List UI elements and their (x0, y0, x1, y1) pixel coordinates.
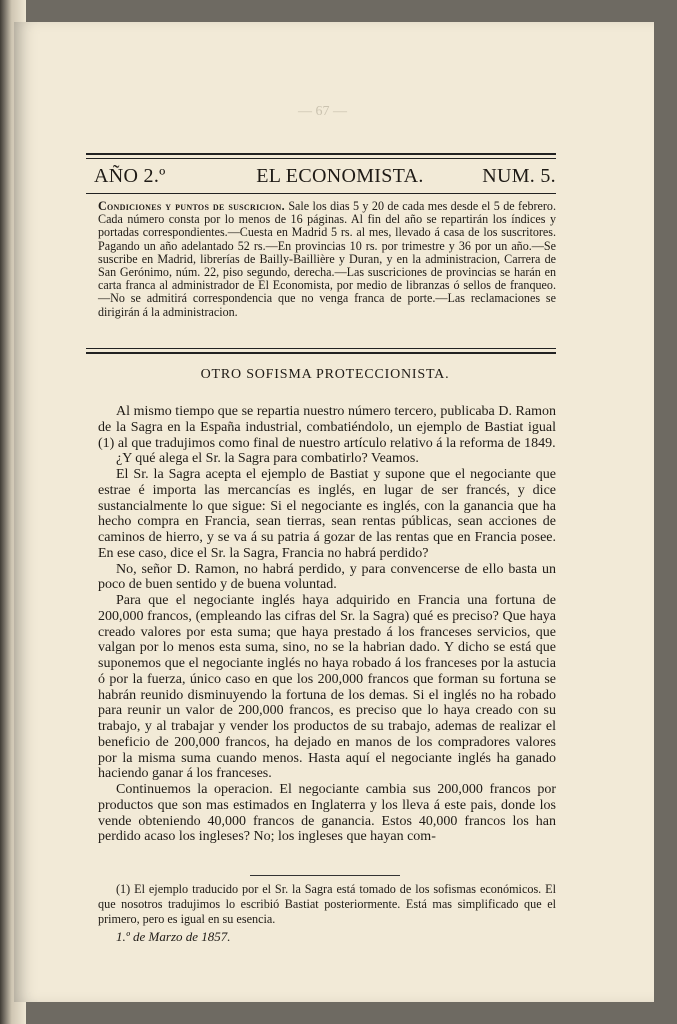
article-paragraph: El Sr. la Sagra acepta el ejemplo de Bastiat y supone que el negociante que estrae é importa las mercancías es inglés, en lugar de ser francés, y dice sustancialmente lo que sigue: Si el negociante es inglés, con la ganancia que ha hecho compra en Francia, sean tierras, sean rentas públicas, sean acciones de caminos de hierro, y se va á su patria á gozar de las rentas que en Francia posee. En ese caso, dice el Sr. la Sagra, Francia no habrá perdido? (98, 467, 556, 561)
masthead-bottom-rule (86, 193, 556, 194)
page-number: — 67 — (298, 104, 347, 119)
masthead-title: EL ECONOMISTA. (256, 164, 424, 187)
footnote: (1) El ejemplo traducido por el Sr. la Sagra está tomado de los sofismas económicos. El que nosotros tradujimos lo escribió Bastiat posteriormente. Está mas simplificado que el primero, pero es igual en su esencia. (98, 882, 556, 926)
article-paragraph: No, señor D. Ramon, no habrá perdido, y para convencerse de ello basta un poco de buen sentido y de buena voluntad. (98, 561, 556, 593)
subscription-conditions (98, 200, 556, 319)
article-title: OTRO SOFISMA PROTECCIONISTA. (200, 367, 450, 382)
masthead-top-rule-thin (86, 158, 556, 159)
masthead-year: AÑO 2.º (94, 164, 166, 187)
footnote-divider (250, 875, 400, 876)
conditions-text: Sale los dias 5 y 20 de cada mes desde el 5 de febrero. Cada número consta por lo menos de 16 páginas. Al fin del año se repartirán los índices y portadas correspondientes.—Cuesta en Madrid 5 rs. al mes, llevado á casa de los suscritores. Pagando un año adelantado 52 rs.—En provincias 10 rs. por trimestre y 36 por un año.—Se suscribe en Madrid, librerías de Bailly-Baillière y Duran, y en la administracion, Carrera de San Gerónimo, núm. 22, piso segundo, derecha.—Las suscriciones de provincias se harán en carta franca al administrador de El Economista, por medio de libranzas ó sellos de franqueo.—No se admitirá correspondencia que no venga franca de porte.—Las reclamaciones se dirigirán á la administracion. (98, 199, 556, 319)
conditions-rule (86, 348, 556, 349)
article-body (98, 404, 556, 845)
masthead (94, 162, 556, 190)
book-page (14, 22, 654, 1002)
conditions-rule-thick (86, 352, 556, 354)
article-paragraph: Continuemos la operacion. El negociante cambia sus 200,000 francos por productos que son mas estimados en Inglaterra y los lleva á este pais, donde los vende obteniendo 40,000 francos de ganancia. Estos 40,000 francos los han perdido acaso los ingleses? No; los ingleses que hayan com- (98, 782, 556, 845)
masthead-top-rule (86, 153, 556, 155)
date-line: 1.º de Marzo de 1857. (116, 929, 231, 944)
article-paragraph: Al mismo tiempo que se repartia nuestro número tercero, publicaba D. Ramon de la Sagra en la España industrial, combatiéndolo, un ejemplo de Bastiat igual (1) al que tradujimos como final de nuestro artículo relativo á la reforma de 1849. (98, 404, 556, 451)
article-paragraph: Para que el negociante inglés haya adquirido en Francia una fortuna de 200,000 francos, (empleando las cifras del Sr. la Sagra) qué es preciso? Que haya creado valores por esta suma; que haya prestado á los franceses servicios, que valgan por lo menos esta suma, sino, no se la habrian dado. Y dicho se está que suponemos que el negociante inglés no haya robado á los franceses por la astucia ó por la fuerza, único caso en que los 200,000 francos que forman su fortuna se habrán reunido disminuyendo la fortuna de los demas. Si el inglés no ha robado para reunir un valor de 200,000 francos, es preciso que lo haya creado con su trabajo, y al trabajar y vender los productos de su trabajo, ademas de realizar el beneficio de 200,000 francos, ha dejado en manos de los compradores valores por la misma suma cuando menos. Hasta aquí el negociante inglés ha ganado haciendo ganar á los franceses. (98, 593, 556, 782)
conditions-heading: Condiciones y puntos de suscricion. (98, 199, 285, 213)
masthead-number: NUM. 5. (482, 164, 556, 187)
article-paragraph: ¿Y qué alega el Sr. la Sagra para combatirlo? Veamos. (116, 451, 419, 467)
